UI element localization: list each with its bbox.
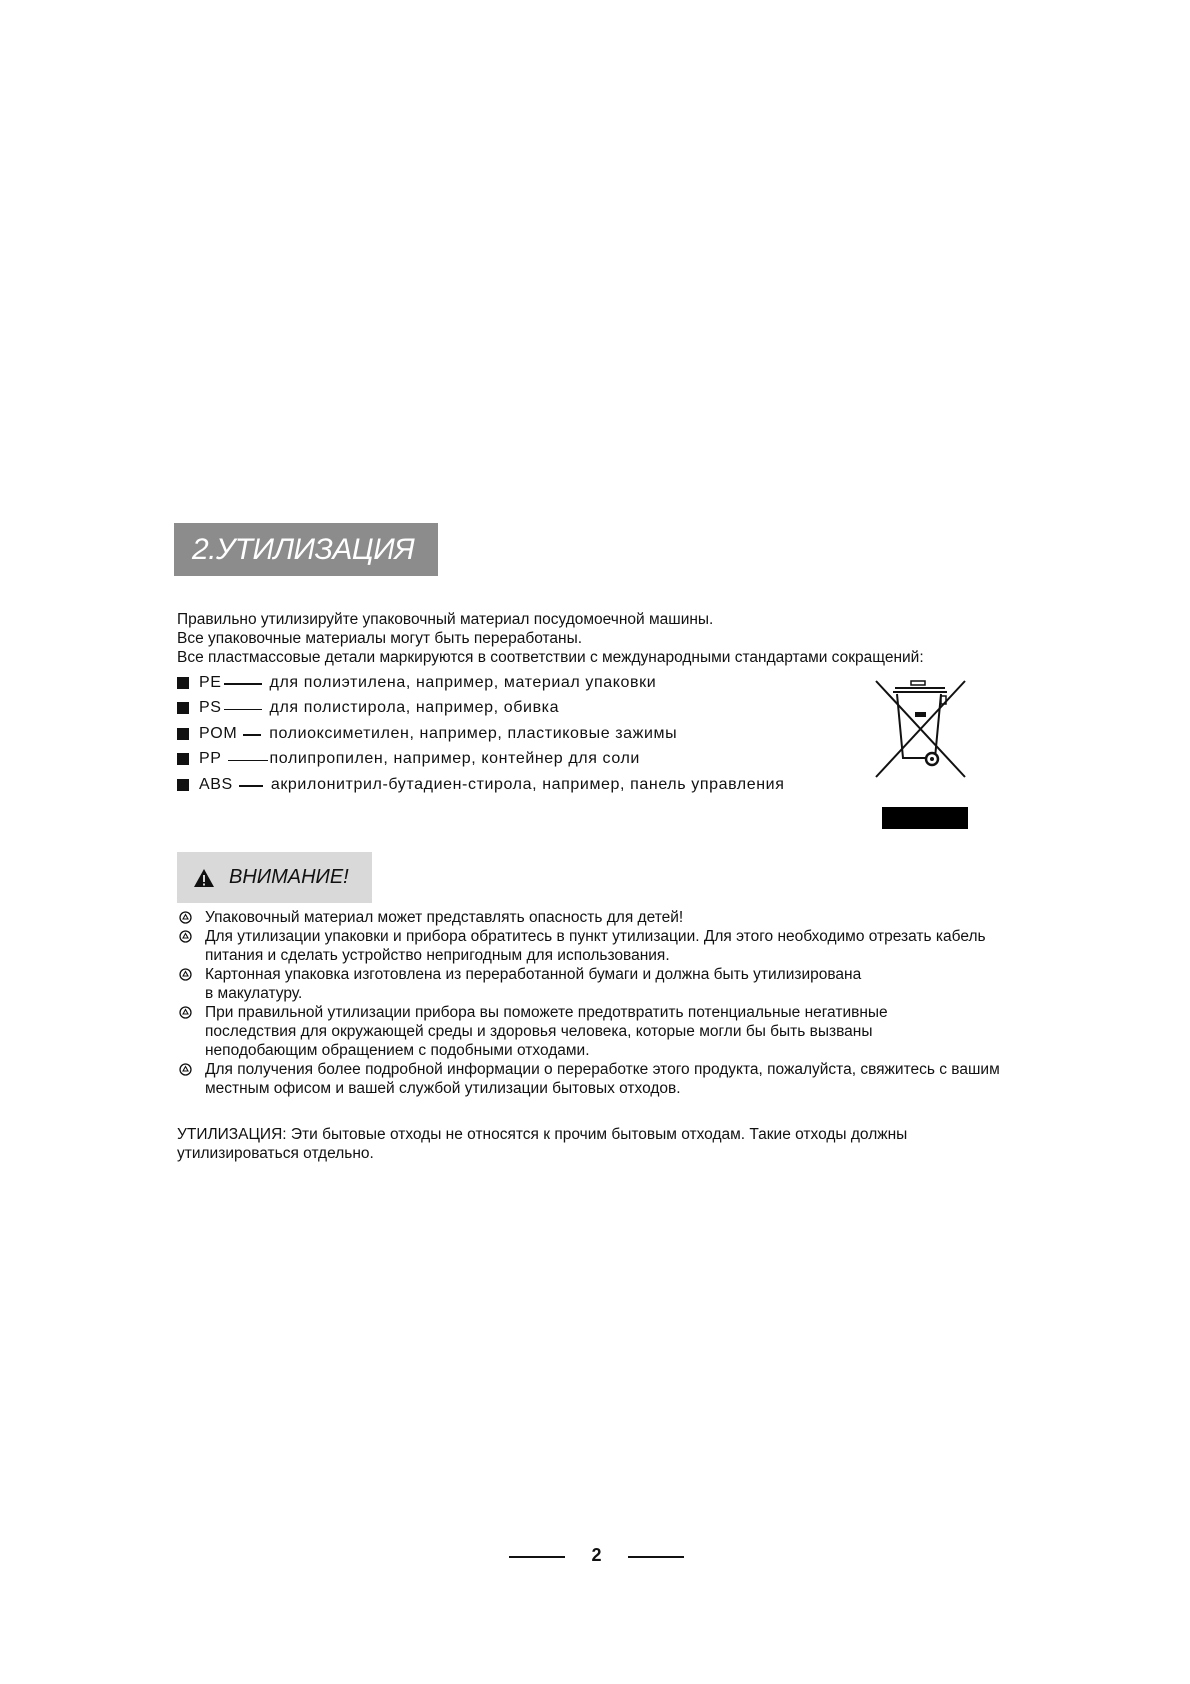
recycle-bullet-icon xyxy=(179,1006,192,1019)
material-item xyxy=(177,747,784,773)
material-item xyxy=(177,721,784,747)
warning-item-line: питания и сделать устройство непригодным для использования. xyxy=(205,947,670,964)
dash-line xyxy=(243,734,261,736)
warning-list-item xyxy=(179,1003,1000,1060)
material-description: полиоксиметилен, например, пластиковые зажимы xyxy=(269,724,678,742)
warning-header xyxy=(177,852,372,903)
warning-item-line: Картонная упаковка изготовлена из переработанной бумаги и должна быть утилизирована xyxy=(205,966,862,983)
disposal-note xyxy=(177,1125,907,1163)
square-bullet-icon xyxy=(177,702,189,714)
materials-list xyxy=(177,670,784,798)
intro-paragraph xyxy=(177,610,924,667)
warning-item-line: неподобающим обращением с подобными отходами. xyxy=(205,1042,590,1059)
page-number-footer xyxy=(509,1545,684,1569)
material-description: акрилонитрил-бутадиен-стирола, например, панель управления xyxy=(270,775,785,793)
warning-list-item xyxy=(179,927,1000,965)
square-bullet-icon xyxy=(177,728,189,740)
material-item xyxy=(177,670,784,696)
warning-item-line: При правильной утилизации прибора вы поможете предотвратить потенциальные негативные xyxy=(205,1004,888,1021)
recycle-bullet-icon xyxy=(179,968,192,981)
material-description: для полистирола, например, обивка xyxy=(269,699,560,717)
dash-line xyxy=(228,760,268,762)
section-title xyxy=(174,523,438,576)
warning-triangle-icon xyxy=(193,868,215,888)
square-bullet-icon xyxy=(177,779,189,791)
material-code: PE xyxy=(199,673,222,691)
warning-item-line: Упаковочный материал может представлять опасность для детей! xyxy=(205,909,684,926)
dash-line xyxy=(239,785,263,787)
intro-line: Правильно утилизируйте упаковочный материал посудомоечной машины. xyxy=(177,611,714,628)
recycle-symbol-bar xyxy=(882,807,968,829)
intro-line: Все упаковочные материалы могут быть переработаны. xyxy=(177,630,583,647)
material-description: для полиэтилена, например, материал упаковки xyxy=(269,673,657,691)
square-bullet-icon xyxy=(177,753,189,765)
intro-line: Все пластмассовые детали маркируются в соответствии с международными стандартами сокращений: xyxy=(177,649,924,666)
warning-item-line: Для получения более подробной информации о переработке этого продукта, пожалуйста, свяжитесь с вашим xyxy=(205,1061,1000,1078)
warning-list-item xyxy=(179,965,1000,1003)
warning-item-line: последствия для окружающей среды и здоровья человека, которые могли бы быть вызваны xyxy=(205,1023,873,1040)
warning-title: ВНИМАНИЕ! xyxy=(229,866,349,888)
warning-list-item xyxy=(179,908,1000,927)
material-code: POM xyxy=(199,724,238,742)
recycle-bullet-icon xyxy=(179,1063,192,1076)
warning-item-line: местным офисом и вашей службой утилизации бытовых отходов. xyxy=(205,1080,681,1097)
square-bullet-icon xyxy=(177,677,189,689)
material-description: полипропилен, например, контейнер для соли xyxy=(269,750,640,768)
material-code: ABS xyxy=(199,775,233,793)
recycle-bullet-icon xyxy=(179,930,192,943)
dash-line xyxy=(224,683,262,685)
page-number: 2 xyxy=(591,1545,602,1565)
material-code: PP xyxy=(199,750,222,768)
page-number-rule xyxy=(628,1556,684,1558)
material-code: PS xyxy=(199,699,222,717)
section-title-text: 2.УТИЛИЗАЦИЯ xyxy=(192,532,415,566)
crossed-out-wheelie-bin-icon xyxy=(873,678,968,780)
material-item xyxy=(177,696,784,722)
dash-line xyxy=(224,709,262,711)
disposal-note-line: утилизироваться отдельно. xyxy=(177,1145,374,1162)
warning-item-line: Для утилизации упаковки и прибора обратитесь в пункт утилизации. Для этого необходимо отрезать кабель xyxy=(205,928,986,945)
warning-item-line: в макулатуру. xyxy=(205,985,303,1002)
recycle-bullet-icon xyxy=(179,911,192,924)
warning-list xyxy=(179,908,1000,1098)
disposal-note-line: УТИЛИЗАЦИЯ: Эти бытовые отходы не относятся к прочим бытовым отходам. Такие отходы должны xyxy=(177,1126,908,1143)
material-item xyxy=(177,772,784,798)
warning-list-item xyxy=(179,1060,1000,1098)
